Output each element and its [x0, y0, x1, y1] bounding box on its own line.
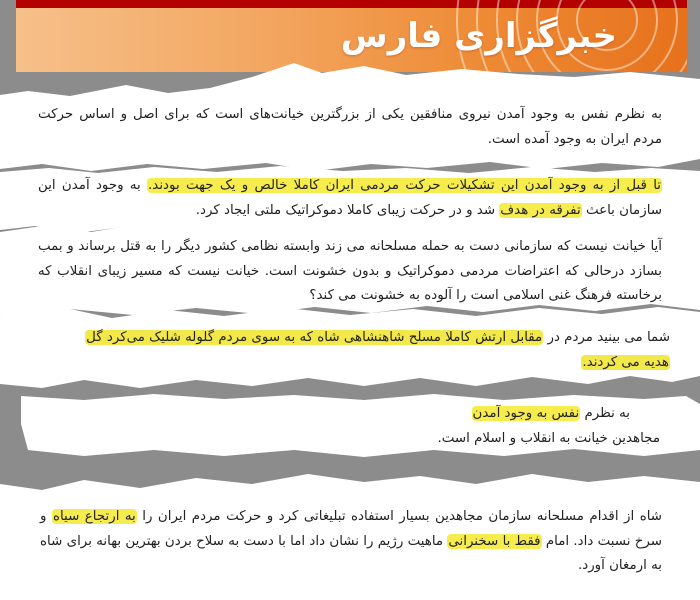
- paragraph-3-text: آیا خیانت نیست که سازمانی دست به حمله مسلحانه می زند وابسته نظامی کشور دیگر را به قتل برساند و بمب بسازد درحالی که اعتراضات مردمی دموکراتیک و بدون خشونت است. خیانت نیست که مسیر زیبای انقلاب که برخاسته فرهنگ غنی اسلامی است را آلوده به خشونت می کند؟: [38, 239, 662, 304]
- torn-paragraph-6: [0, 472, 700, 600]
- paragraph-2-end: شد و در حرکت زیبای کاملا دموکراتیک ملتی ایجاد کرد.: [195, 202, 500, 218]
- paragraph-5-line-2: مجاهدین خیانت به انقلاب و اسلام است.: [437, 431, 660, 446]
- paragraph-2-text: [38, 174, 662, 223]
- paragraph-5-start: به نظرم: [580, 406, 630, 421]
- torn-paragraph-4: [0, 306, 700, 390]
- torn-paragraph-1: [0, 63, 700, 175]
- highlight-pure-movement: تا قبل از به وجود آمدن این تشکیلات حرکت مردمی ایران کاملا خالص و یک جهت بودند.: [148, 178, 662, 193]
- paragraph-4-start: شما می بینید مردم در: [543, 330, 670, 345]
- paragraph-6-start: شاه از اقدام مسلحانه سازمان مجاهدین بسیار استفاده تبلیغاتی کرد و حرکت مردم ایران را: [136, 509, 663, 524]
- highlight-division-in-goal: تفرقه در هدف: [500, 202, 581, 218]
- paragraph-6-middle: و سرخ نسبت داد. امام: [40, 509, 662, 549]
- paragraph-2-middle: به وجود آمدن این سازمان باعث: [38, 178, 662, 218]
- torn-paragraph-3: [0, 218, 700, 318]
- highlight-self-existence: نفس به وجود آمدن: [472, 406, 580, 421]
- highlight-flowers-to-army: مقابل ارتش کاملا مسلح شاهنشاهی شاه که به سوی مردم گلوله شلیک می‌کرد گل: [86, 330, 543, 345]
- highlight-gifted: هدیه می کردند.: [582, 354, 669, 370]
- news-agency-logo: خبرگزاری فارس: [340, 16, 617, 56]
- paragraph-1-text: به نظرم نفس به وجود آمدن نیروی منافقین یکی از بزرگترین خیانت‌های است که برای اصل و اساس حرکت مردم ایران به وجود آمده است.: [38, 107, 662, 147]
- news-agency-banner: [16, 0, 687, 72]
- paragraph-6-end: ماهیت رژیم را نشان داد اما با دست به سلاح بردن بهترین بهانه برای شاه به ارمغان آورد.: [40, 533, 662, 574]
- highlight-only-speech: فقط با سخنرانی: [448, 533, 541, 549]
- highlight-black-reaction: به ارتجاع سیاه: [52, 509, 136, 524]
- paragraph-6-text: [40, 505, 662, 579]
- paragraph-5-line-1: [130, 402, 630, 427]
- torn-paragraph-5: [0, 394, 700, 458]
- paragraph-4-text: [30, 326, 670, 375]
